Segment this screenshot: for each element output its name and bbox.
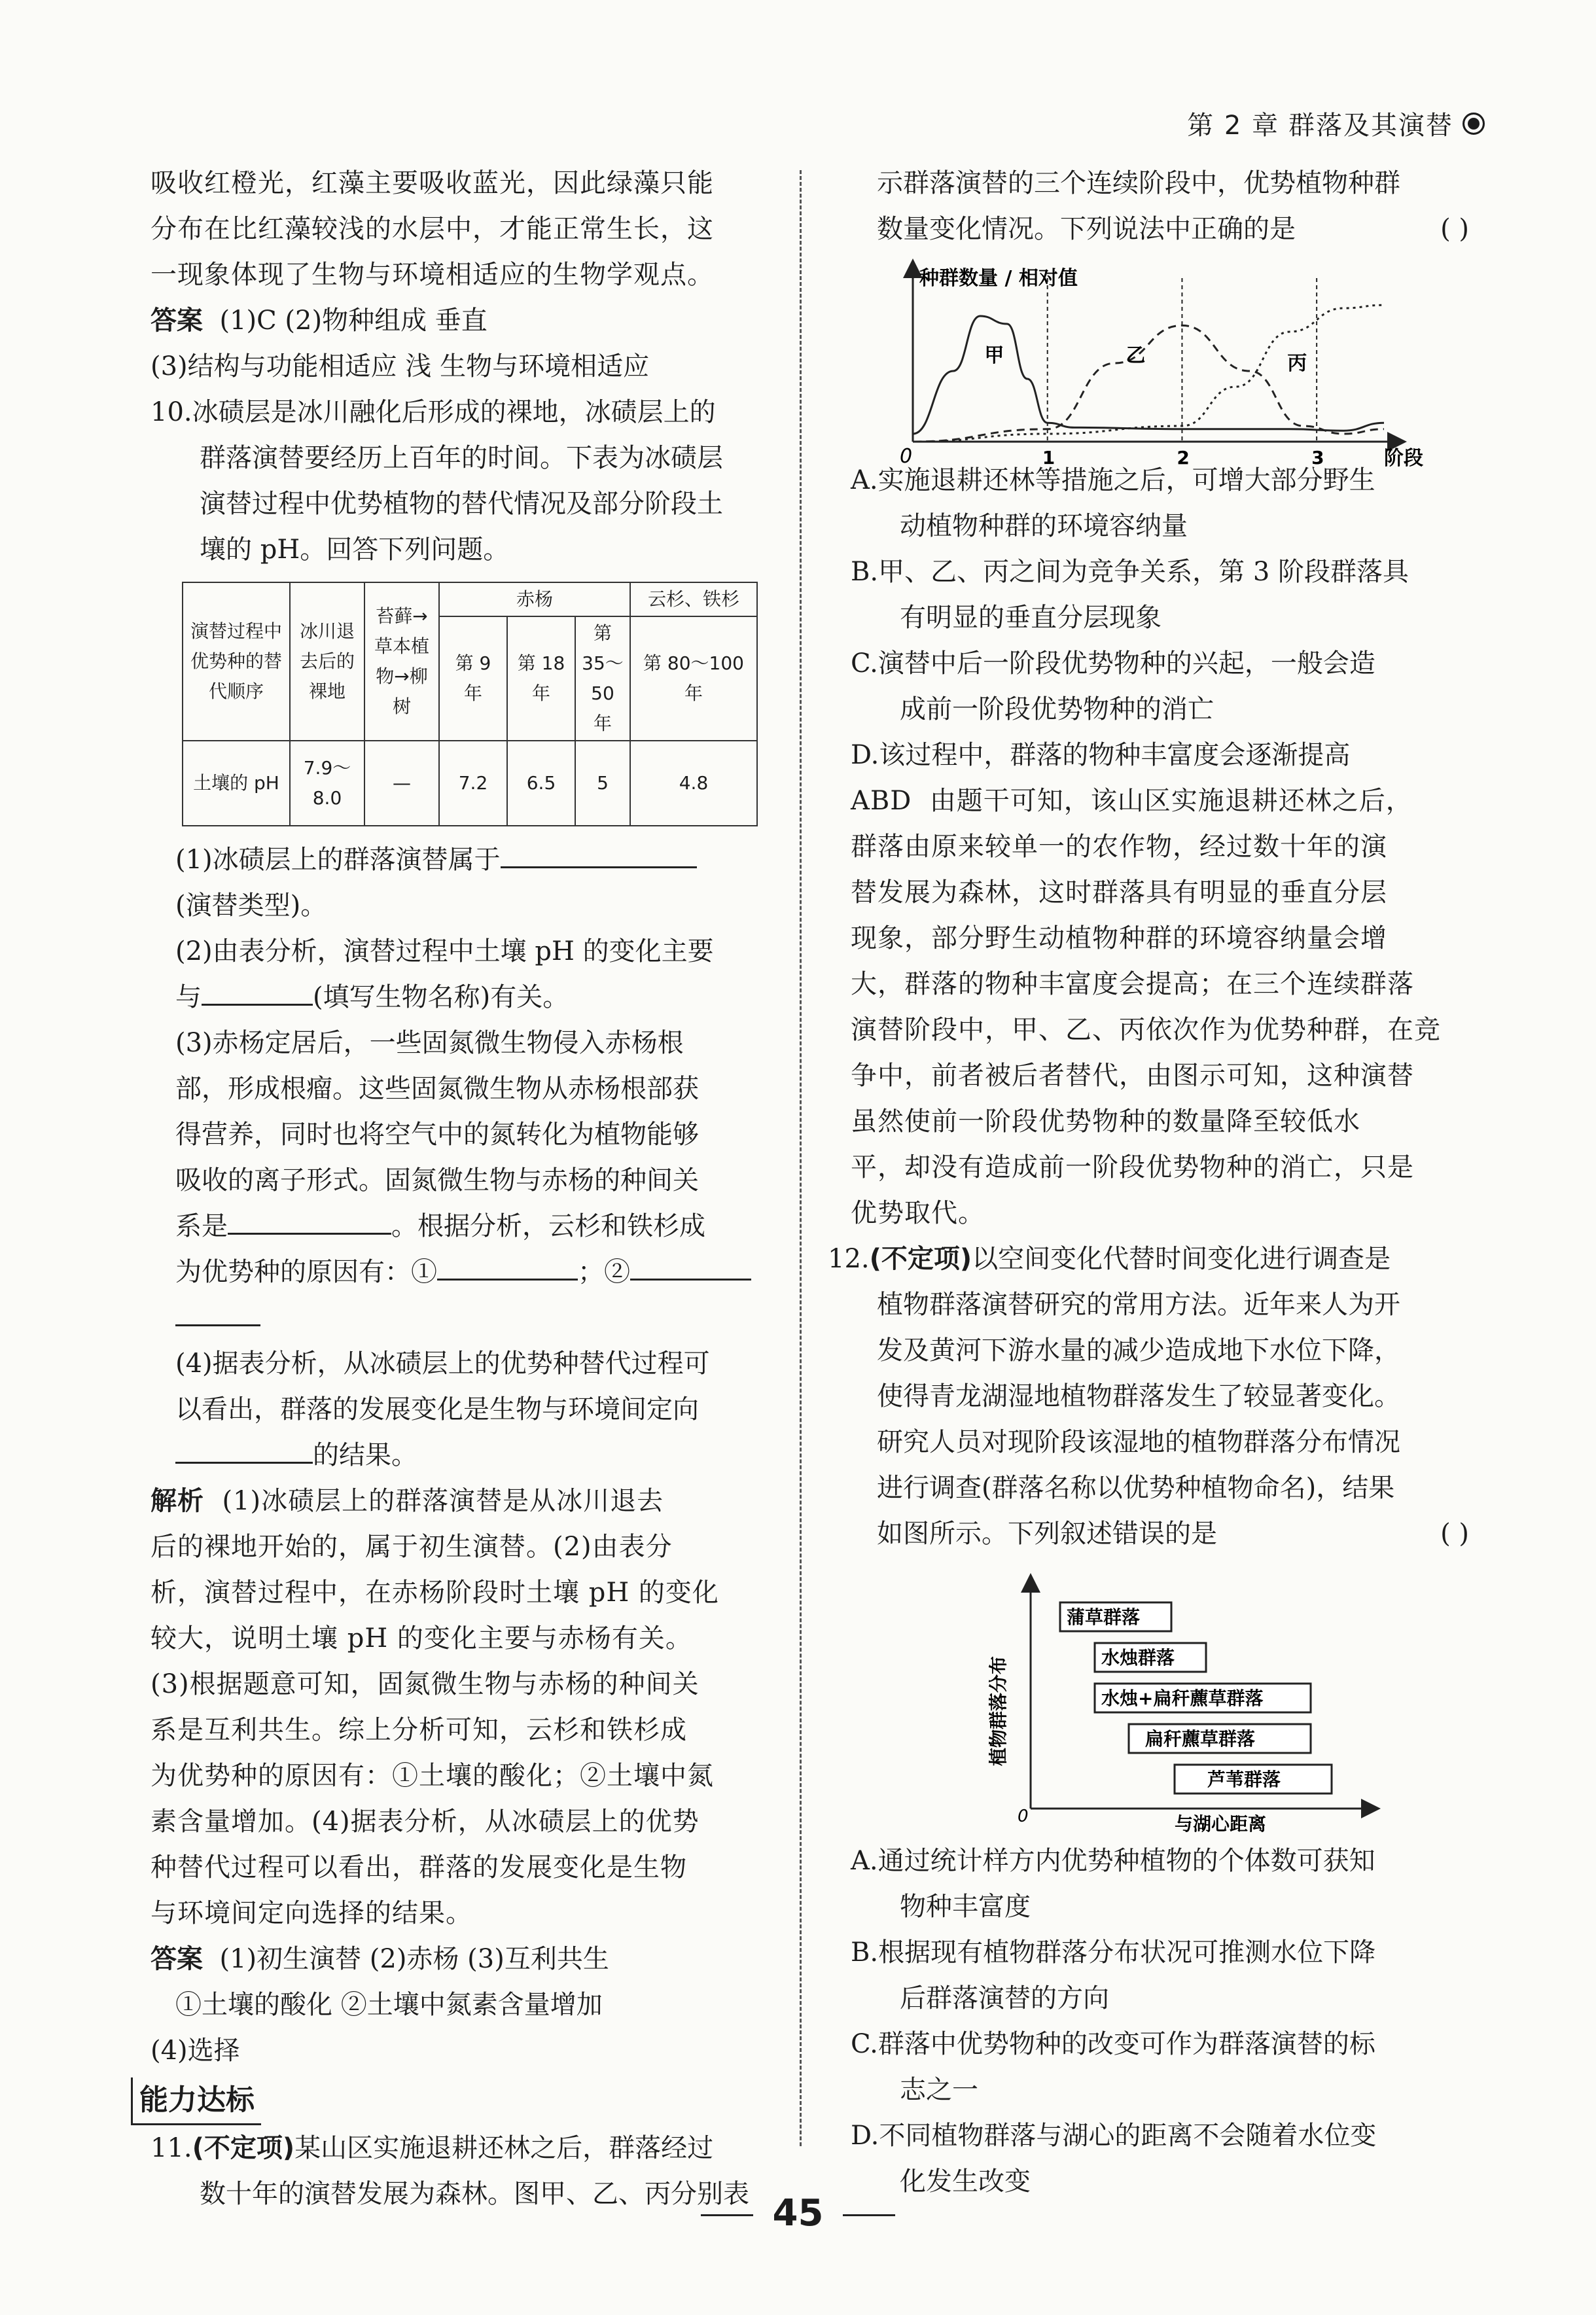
- community-distribution-diagram: [978, 1570, 1384, 1835]
- q12-number: 12.: [828, 1244, 870, 1274]
- q10-line-3: 演替过程中优势植物的替代情况及部分阶段土: [200, 489, 723, 519]
- table-cell-moss: —: [364, 741, 439, 826]
- solution-10-line-6: 系是互利共生。综上分析可知，云杉和铁杉成: [151, 1715, 687, 1745]
- community-label-1: 蒲草群落: [1067, 1606, 1141, 1628]
- q11-option-b-line-2: 有明显的垂直分层现象: [900, 603, 1162, 633]
- solution-11-line-8: 虽然使前一阶段优势物种的数量降至较低水: [851, 1106, 1360, 1137]
- q11-line-4: 数量变化情况。下列说法中正确的是 ( ): [828, 206, 1469, 252]
- solution-11-line-6: 演替阶段中，甲、乙、丙依次作为优势种群，在竞: [851, 1015, 1441, 1045]
- intro-line-2: 分布在比红藻较浅的水层中，才能正常生长，这: [151, 214, 714, 244]
- answer-10-line-3: (4)选择: [151, 2036, 240, 2066]
- ph-table: [182, 582, 758, 826]
- solution-label: 解析: [151, 1486, 204, 1516]
- answer-11: ABD: [851, 786, 912, 816]
- table-row-label: 土壤的 pH: [183, 741, 290, 826]
- table-header-alder: 赤杨: [439, 582, 630, 616]
- q12-option-c-line-1[interactable]: C.群落中优势物种的改变可作为群落演替的标: [851, 2029, 1375, 2059]
- series-line-乙: [913, 325, 1384, 442]
- answer-9-line-1: 答案 (1)C (2)物种组成 垂直: [151, 306, 488, 336]
- q12-line-5: 研究人员对现阶段该湿地的植物群落分布情况: [877, 1427, 1400, 1457]
- community-label-4: 扁秆藨草群落: [1145, 1728, 1256, 1750]
- left-column: [139, 160, 779, 2217]
- q11-number: 11.: [151, 2133, 192, 2163]
- q10-2-line-2: 与 (填写生物名称)有关。: [151, 974, 779, 1020]
- answer-paren[interactable]: ( ): [1440, 1519, 1469, 1549]
- table-cell-year35: 5: [575, 741, 630, 826]
- table-cell-bare: 7.9～8.0: [290, 741, 364, 826]
- solution-11-line-10: 优势取代。: [851, 1198, 985, 1228]
- answer-paren[interactable]: ( ): [1440, 214, 1469, 244]
- answer-9-line-2: (3)结构与功能相适应 浅 生物与环境相适应: [151, 351, 650, 381]
- bullet-icon: [1463, 113, 1485, 135]
- column-divider: [800, 170, 802, 2146]
- q10-4-line-1: (4)据表分析，从冰碛层上的优势种替代过程可: [175, 1349, 710, 1379]
- y-axis-label: 种群数量 / 相对值: [919, 267, 1078, 290]
- answer-blank[interactable]: [202, 975, 313, 1006]
- section-title: 能力达标: [131, 2077, 261, 2125]
- solution-10-line-2: 后的裸地开始的，属于初生演替。(2)由表分: [151, 1532, 673, 1562]
- q12-line-2: 植物群落演替研究的常用方法。近年来人为开: [877, 1290, 1400, 1320]
- q10-2-line: (2)由表分析，演替过程中土壤 pH 的变化主要: [175, 936, 714, 966]
- q12-option-b-line-2: 后群落演替的方向: [900, 1983, 1109, 2013]
- origin-label: 0: [900, 445, 913, 468]
- right-column: [828, 160, 1469, 2204]
- page-number-row: [0, 2192, 1596, 2235]
- q10-3-line-3: 得营养，同时也将空气中的氮转化为植物能够: [175, 1120, 699, 1150]
- community-label-2: 水烛群落: [1101, 1647, 1175, 1669]
- answer-blank[interactable]: [175, 1296, 260, 1326]
- answer-10-line-1: 答案 (1)初生演替 (2)赤杨 (3)互利共生: [151, 1944, 609, 1974]
- q10-number: 10.: [151, 397, 192, 427]
- table-header-spruce: 云杉、铁杉: [630, 582, 757, 616]
- x-axis-label: 与湖心距离: [1175, 1813, 1267, 1835]
- q11-option-a-line-1[interactable]: A.实施退耕还林等措施之后，可增大部分野生: [851, 465, 1375, 495]
- q11-option-b-line-1[interactable]: B.甲、乙、丙之间为竞争关系，第 3 阶段群落具: [851, 557, 1409, 587]
- page-header: [1187, 105, 1485, 142]
- x-tick-label: 2: [1177, 447, 1190, 468]
- table-cell-year18: 6.5: [507, 741, 575, 826]
- q10-3-line-2: 部，形成根瘤。这些固氮微生物从赤杨根部获: [175, 1074, 699, 1104]
- page-number: 45: [772, 2192, 824, 2235]
- q10-4-line-2: 以看出，群落的发展变化是生物与环境间定向: [175, 1394, 699, 1424]
- solution-11-line-3: 替发展为森林，这时群落具有明显的垂直分层: [851, 877, 1387, 908]
- table-cell-year80: 4.8: [630, 741, 757, 826]
- table-sub-year18: 第 18 年: [507, 616, 575, 741]
- page-number-dash: [843, 2214, 895, 2216]
- table-sub-year9: 第 9 年: [439, 616, 507, 741]
- y-axis-label: 植物群落分布: [987, 1655, 1009, 1766]
- q12-option-d-line-2: 化发生改变: [900, 2166, 1031, 2197]
- q12-tag: (不定项): [869, 1244, 972, 1274]
- table-header-bare: 冰川退去后的裸地: [290, 582, 364, 741]
- q11-line-2: 数十年的演替发展为森林。图甲、乙、丙分别表: [200, 2179, 749, 2209]
- table-sub-year80: 第 80～100 年: [630, 616, 757, 741]
- table-cell-year9: 7.2: [439, 741, 507, 826]
- q10-3-line-7: [151, 1295, 779, 1341]
- solution-11-line-5: 大，群落的物种丰富度会提高；在三个连续群落: [851, 969, 1414, 999]
- answer-label: 答案: [151, 1944, 203, 1974]
- q11-line-1: 11.(不定项)某山区实施退耕还林之后，群落经过: [151, 2133, 714, 2163]
- solution-10-line-1: 解析 (1)冰碛层上的群落演替是从冰川退去: [151, 1486, 664, 1516]
- q10-3-line-6: 为优势种的原因有：① ；②: [151, 1249, 779, 1295]
- table-sub-year35: 第 35～50 年: [575, 616, 630, 741]
- answer-blank[interactable]: [228, 1204, 391, 1235]
- q12-option-a-line-2: 物种丰富度: [900, 1892, 1031, 1922]
- solution-11-line-2: 群落由原来较单一的农作物，经过数十年的演: [851, 832, 1387, 862]
- answer-label: 答案: [151, 306, 203, 336]
- x-tick-label: 1: [1042, 447, 1055, 468]
- series-line-丙: [913, 305, 1384, 442]
- q11-option-d[interactable]: D.该过程中，群落的物种丰富度会逐渐提高: [851, 740, 1351, 770]
- solution-10-line-3: 析，演替过程中，在赤杨阶段时土壤 pH 的变化: [151, 1578, 719, 1608]
- q12-line-6: 进行调查(群落名称以优势种植物命名)，结果: [877, 1473, 1395, 1503]
- series-label-丙: 丙: [1287, 352, 1307, 375]
- q10-1-line: (1)冰碛层上的群落演替属于: [151, 837, 779, 883]
- solution-11-line-1: ABD 由题干可知，该山区实施退耕还林之后，: [851, 786, 1413, 816]
- q10-4-line-3: 的结果。: [151, 1432, 779, 1478]
- q10-3-line-1: (3)赤杨定居后，一些固氮微生物侵入赤杨根: [175, 1028, 684, 1058]
- series-label-甲: 甲: [984, 344, 1004, 367]
- answer-10-line-2: ①土壤的酸化 ②土壤中氮素含量增加: [175, 1990, 603, 2020]
- q10-line-2: 群落演替要经历上百年的时间。下表为冰碛层: [200, 443, 723, 473]
- q10-1-line-2: (演替类型)。: [175, 891, 327, 921]
- x-axis-label: 阶段: [1384, 447, 1423, 470]
- q12-option-d-line-1[interactable]: D.不同植物群落与湖心的距离不会随着水位变: [851, 2121, 1377, 2151]
- solution-10-line-8: 素含量增加。(4)据表分析，从冰碛层上的优势: [151, 1807, 700, 1837]
- q12-option-c-line-2: 志之一: [900, 2075, 978, 2105]
- q11-option-c-line-1[interactable]: C.演替中后一阶段优势物种的兴起，一般会造: [851, 648, 1375, 679]
- population-chart: [887, 258, 1449, 470]
- q12-line-1: 12.(不定项)以空间变化代替时间变化进行调查是: [828, 1244, 1391, 1274]
- intro-line-3: 一现象体现了生物与环境相适应的生物学观点。: [151, 260, 714, 290]
- q10-3-line-4: 吸收的离子形式。固氮微生物与赤杨的种间关: [175, 1165, 699, 1195]
- series-line-甲: [913, 316, 1384, 434]
- q12-line-4: 使得青龙湖湿地植物群落发生了较显著变化。: [877, 1381, 1400, 1411]
- intro-line-1: 吸收红橙光，红藻主要吸收蓝光，因此绿藻只能: [151, 168, 714, 198]
- q10-3-line-5: 系是 。根据分析，云杉和铁杉成: [151, 1203, 779, 1249]
- series-label-乙: 乙: [1126, 344, 1146, 367]
- q11-option-c-line-2: 成前一阶段优势物种的消亡: [900, 694, 1214, 724]
- q12-option-a-line-1[interactable]: A.通过统计样方内优势种植物的个体数可获知: [851, 1846, 1375, 1876]
- solution-10-line-9: 种替代过程可以看出，群落的发展变化是生物: [151, 1852, 687, 1882]
- q12-option-b-line-1[interactable]: B.根据现有植物群落分布状况可推测水位下降: [851, 1937, 1376, 1968]
- x-tick-label: 3: [1311, 447, 1324, 468]
- q11-line-3: 示群落演替的三个连续阶段中，优势植物种群: [877, 168, 1400, 198]
- solution-11-line-4: 现象，部分野生动植物种群的环境容纳量会增: [851, 923, 1387, 953]
- solution-11-line-7: 争中，前者被后者替代，由图示可知，这种演替: [851, 1061, 1414, 1091]
- table-header-moss: 苔藓→草本植物→柳树: [364, 582, 439, 741]
- solution-11-line-9: 平，却没有造成前一阶段优势物种的消亡，只是: [851, 1152, 1414, 1182]
- q10-line-4: 壤的 pH。回答下列问题。: [200, 535, 510, 565]
- table-header-sequence: 演替过程中优势种的替代顺序: [183, 582, 290, 741]
- section-title-row: [139, 2077, 779, 2125]
- answer-blank[interactable]: [501, 838, 697, 868]
- q10-line-1: 10.冰碛层是冰川融化后形成的裸地，冰碛层上的: [151, 397, 716, 427]
- chapter-title: 群落及其演替: [1288, 111, 1453, 141]
- q12-line-3: 发及黄河下游水量的减少造成地下水位下降，: [877, 1335, 1400, 1366]
- chapter-number: 第 2 章: [1187, 111, 1279, 141]
- q11-tag: (不定项): [192, 2133, 295, 2163]
- solution-10-line-7: 为优势种的原因有：①土壤的酸化；②土壤中氮: [151, 1761, 714, 1791]
- q12-line-7: 如图所示。下列叙述错误的是 ( ): [828, 1511, 1469, 1557]
- solution-10-line-4: 较大，说明土壤 pH 的变化主要与赤杨有关。: [151, 1623, 692, 1653]
- community-label-3: 水烛+扁秆藨草群落: [1101, 1688, 1264, 1709]
- solution-10-line-10: 与环境间定向选择的结果。: [151, 1898, 472, 1928]
- answer-blank[interactable]: [630, 1250, 751, 1281]
- solution-10-line-5: (3)根据题意可知，固氮微生物与赤杨的种间关: [151, 1669, 700, 1699]
- community-label-5: 芦苇群落: [1207, 1769, 1281, 1790]
- page-number-dash: [701, 2214, 753, 2216]
- origin-label: 0: [1018, 1807, 1029, 1826]
- q11-option-a-line-2: 动植物种群的环境容纳量: [900, 511, 1188, 541]
- answer-blank[interactable]: [437, 1250, 578, 1281]
- answer-blank[interactable]: [175, 1433, 313, 1464]
